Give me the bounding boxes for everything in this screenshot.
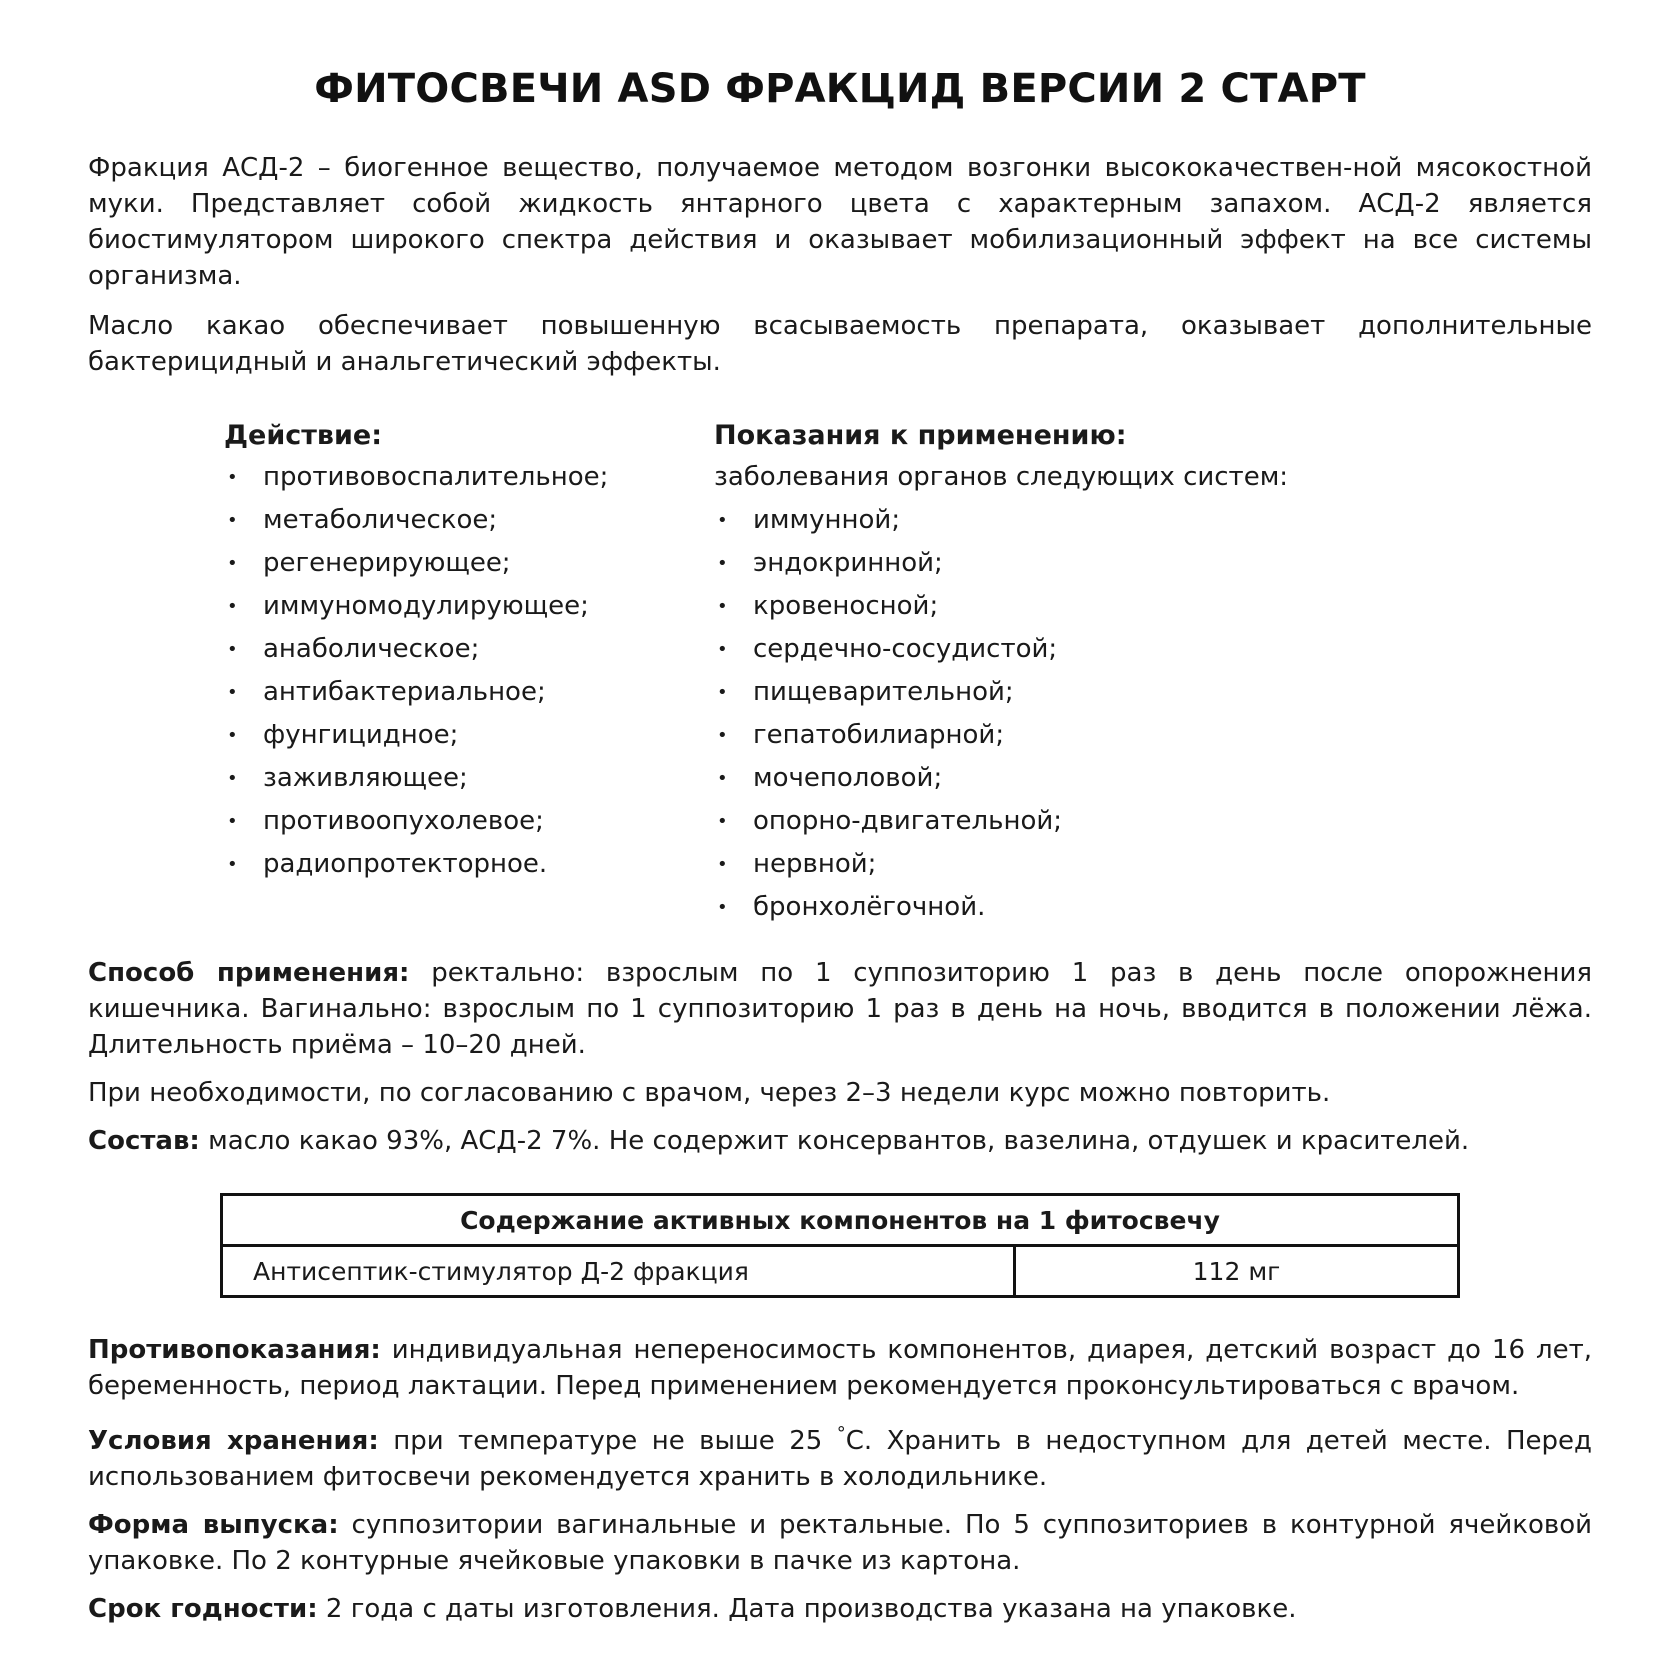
- list-item: • антибактериальное;: [224, 671, 714, 714]
- usage-text: ректально: взрослым по 1 суппозиторию 1 раз в день после опорожнения кишечника. Вагинально: взрослым по 1 суппозиторию 1 раз в день на ночь, вводится в положении лёжа. Длительность приёма – 10–20 дней.: [88, 958, 1592, 1060]
- indications-intro: заболевания органов следующих систем:: [714, 462, 1289, 492]
- bullet-icon: •: [717, 897, 728, 918]
- list-item: • гепатобилиарной;: [714, 714, 1592, 757]
- shelf-life-label: Срок годности:: [88, 1594, 318, 1624]
- bullet-icon: •: [717, 768, 728, 789]
- composition-section: [88, 1123, 1592, 1159]
- action-column: [224, 416, 714, 929]
- bullet-icon: •: [717, 596, 728, 617]
- component-value: 112 мг: [1015, 1246, 1459, 1297]
- bullet-icon: •: [227, 467, 238, 488]
- indications-heading: Показания к применению:: [714, 420, 1127, 451]
- action-heading: Действие:: [224, 420, 383, 451]
- storage-label: Условия хранения:: [88, 1426, 379, 1456]
- bullet-icon: •: [227, 725, 238, 746]
- list-item: • фунгицидное;: [224, 714, 714, 757]
- storage-text-2: С. Хранить в недоступном для детей месте. Перед использованием фитосвечи рекомендуется хранить в холодильнике.: [88, 1426, 1593, 1492]
- list-item: • регенерирующее;: [224, 542, 714, 585]
- indications-list: [714, 499, 1592, 929]
- bullet-icon: •: [227, 553, 238, 574]
- form-text: суппозитории вагинальные и ректальные. По 5 суппозиториев в контурной ячейковой упаковке. По 2 контурные ячейковые упаковки в пачке из картона.: [88, 1510, 1593, 1576]
- bullet-icon: •: [227, 639, 238, 660]
- bullet-icon: •: [717, 639, 728, 660]
- bullet-icon: •: [227, 811, 238, 832]
- table-header-row: [222, 1195, 1459, 1246]
- bullet-icon: •: [717, 854, 728, 875]
- list-item: • заживляющее;: [224, 757, 714, 800]
- action-list: [224, 456, 714, 886]
- indications-column: [714, 416, 1592, 929]
- table-header: Содержание активных компонентов на 1 фитосвечу: [222, 1195, 1459, 1246]
- degree-symbol: °: [836, 1423, 846, 1444]
- table-row: [222, 1246, 1459, 1297]
- list-item: • пищеварительной;: [714, 671, 1592, 714]
- bullet-icon: •: [227, 596, 238, 617]
- contraindications-section: [88, 1332, 1592, 1404]
- list-item: • бронхолёгочной.: [714, 886, 1592, 929]
- form-label: Форма выпуска:: [88, 1510, 339, 1540]
- intro-paragraph-1: Фракция АСД-2 – биогенное вещество, получаемое методом возгонки высококачествен-ной мясокостной муки. Представляет собой жидкость янтарного цвета с характерным запахом. АСД-2 является биостимулятором широкого спектра действия и оказывает мобилизационный эффект на все системы организма.: [88, 153, 1592, 291]
- bullet-icon: •: [717, 553, 728, 574]
- bullet-icon: •: [717, 510, 728, 531]
- list-item: • радиопротекторное.: [224, 843, 714, 886]
- usage-section: [88, 955, 1592, 1063]
- list-item: • анаболическое;: [224, 628, 714, 671]
- bullet-icon: •: [227, 682, 238, 703]
- list-item: • эндокринной;: [714, 542, 1592, 585]
- component-name: Антисептик-стимулятор Д-2 фракция: [222, 1246, 1015, 1297]
- list-item: • нервной;: [714, 843, 1592, 886]
- bullet-icon: •: [717, 725, 728, 746]
- list-item: • опорно-двигательной;: [714, 800, 1592, 843]
- bullet-icon: •: [227, 768, 238, 789]
- storage-text-1: при температуре не выше 25: [378, 1426, 837, 1456]
- repeat-note: При необходимости, по согласованию с врачом, через 2–3 недели курс можно повторить.: [88, 1078, 1331, 1108]
- page-title: ФИТОСВЕЧИ ASD ФРАКЦИД ВЕРСИИ 2 СТАРТ: [314, 66, 1366, 112]
- list-item: • метаболическое;: [224, 499, 714, 542]
- contraindications-label: Противопоказания:: [88, 1335, 381, 1365]
- intro-paragraph-2: Масло какао обеспечивает повышенную всасываемость препарата, оказывает дополнительные бактерицидный и анальгетический эффекты.: [88, 311, 1592, 377]
- active-components-table: [220, 1193, 1460, 1298]
- usage-label: Способ применения:: [88, 958, 410, 988]
- list-item: • противовоспалительное;: [224, 456, 714, 499]
- bullet-icon: •: [227, 854, 238, 875]
- list-item: • иммунной;: [714, 499, 1592, 542]
- list-item: • иммуномодулирующее;: [224, 585, 714, 628]
- two-column-lists: [88, 416, 1592, 929]
- bullet-icon: •: [717, 682, 728, 703]
- shelf-life-text: 2 года с даты изготовления. Дата производства указана на упаковке.: [317, 1594, 1297, 1624]
- bullet-icon: •: [717, 811, 728, 832]
- list-item: • кровеносной;: [714, 585, 1592, 628]
- shelf-life-section: [88, 1591, 1592, 1627]
- contraindications-text: индивидуальная непереносимость компонентов, диарея, детский возраст до 16 лет, беременность, период лактации. Перед применением рекомендуется проконсультироваться с врачом.: [88, 1335, 1592, 1401]
- storage-section: [88, 1416, 1592, 1495]
- composition-label: Состав:: [88, 1126, 200, 1156]
- bullet-icon: •: [227, 510, 238, 531]
- composition-text: масло какао 93%, АСД-2 7%. Не содержит консервантов, вазелина, отдушек и красителей.: [199, 1126, 1470, 1156]
- list-item: • противоопухолевое;: [224, 800, 714, 843]
- list-item: • мочеполовой;: [714, 757, 1592, 800]
- form-section: [88, 1507, 1592, 1579]
- list-item: • сердечно-сосудистой;: [714, 628, 1592, 671]
